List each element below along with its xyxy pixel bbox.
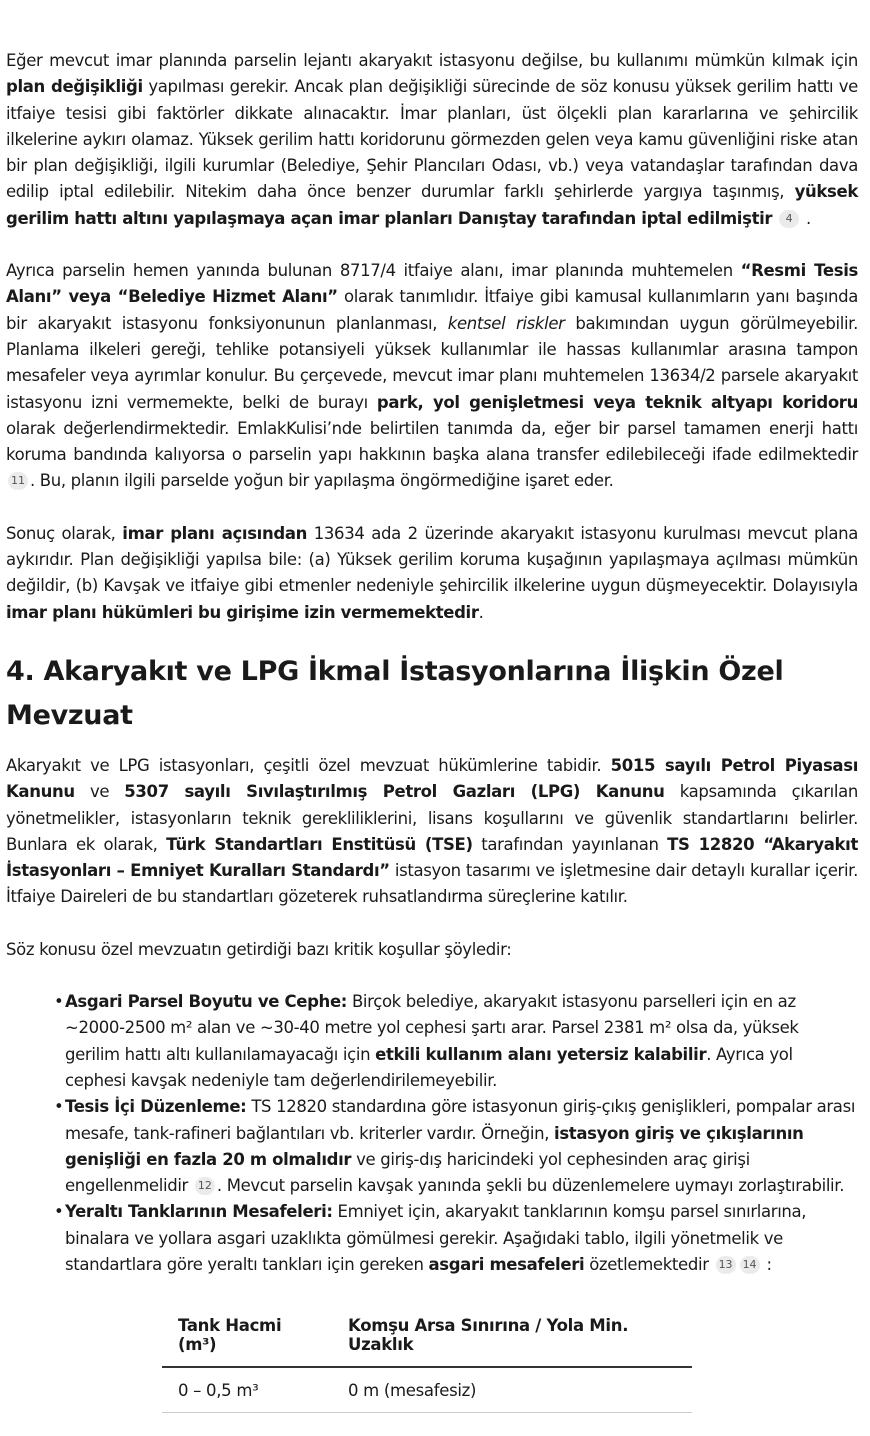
bullet-icon: • (54, 1202, 64, 1222)
citation-badge[interactable]: 14 (740, 1256, 760, 1274)
list-item: • Tesis İçi Düzenleme: TS 12820 standardına göre istasyonun giriş-çıkış genişlikleri, pompalar arası mesafe, tank-rafineri bağlantıları vb. kriterler vardır. Örneğin, istasyon giriş ve çıkışlarının genişliği en fazla 20 m olmalıdır ve giriş-dış haricindeki yol cephesinden araç girişi engellenmelidir 12 . Mevcut parselin kavşak yanında şekli bu düzenlemelere uymayı zorlaştırabilir. (54, 1094, 858, 1199)
table-header-row (162, 1304, 692, 1367)
bullet-icon: • (54, 992, 64, 1012)
paragraph-legislation: Akaryakıt ve LPG istasyonları, çeşitli özel mevzuat hükümlerine tabidir. 5015 sayılı Petrol Piyasası Kanunu ve 5307 sayılı Sıvılaştırılmış Petrol Gazları (LPG) Kanunu kapsamında çıkarılan yönetmelikler, istasyonların teknik gerekliliklerini, lisans koşullarını ve güvenlik standartlarını belirler. Bunlara ek olarak, Türk Standartları Enstitüsü (TSE) tarafından yayınlanan TS 12820 “Akaryakıt İstasyonları – Emniyet Kuralları Standardı” istasyon tasarımı ve işletmesine dair detaylı kurallar içerir. İtfaiye Daireleri de bu standartları gözeterek ruhsatlandırma süreçlerine katılır. (6, 755, 858, 907)
paragraph-plan-change: Eğer mevcut imar planında parselin lejantı akaryakıt istasyonu değilse, bu kullanımı mümkün kılmak için plan değişikliği yapılması gerekir. Ancak plan değişikliği sürecinde de söz konusu yüksek gerilim hattı ve itfaiye tesisi gibi faktörler dikkate alınacaktır. İmar planları, üst ölçekli plan kararlarına ve şehircilik ilkelerine aykırı olamaz. Yüksek gerilim hattı koridorunu görmezden gelen veya kamu güvenliğini riske atan bir plan değişikliği, ilgili kurumlar (Belediye, Şehir Plancıları Odası, vb.) veya vatandaşlar tarafından dava edilip iptal edilebilir. Nitekim daha önce benzer durumlar farklı şehirlerde yargıya taşınmış, yüksek gerilim hattı altını yapılaşmaya açan imar planları Danıştay tarafından iptal edilmiştir 4 . (6, 51, 858, 228)
list-item: • Yeraltı Tanklarının Mesafeleri: Emniyet için, akaryakıt tanklarının komşu parsel sınırlarına, binalara ve yollara asgari uzaklıkta gömülmesi gerekir. Aşağıdaki tablo, ilgili yönetmelik ve standartlara göre yeraltı tankları için gereken asgari mesafeleri özetlemektedir 13 14 : (54, 1199, 858, 1278)
citation-badge[interactable]: 4 (779, 210, 799, 228)
column-header: Tank Hacmi (m³) (162, 1304, 332, 1367)
list-item: • Asgari Parsel Boyutu ve Cephe: Birçok belediye, akaryakıt istasyonu parselleri için en az ~2000-2500 m² alan ve ~30-40 metre yol cephesi şartı arar. Parsel 2381 m² olsa da, yüksek gerilim hattı altı kullanılamayacağı için etkili kullanım alanı yetersiz kalabilir. Ayrıca yol cephesi kavşak nedeniyle tam değerlendirilemeyebilir. (54, 989, 858, 1094)
section-heading: 4. Akaryakıt ve LPG İkmal İstasyonlarına İlişkin Özel Mevzuat (6, 655, 784, 731)
paragraph-conclusion: Sonuç olarak, imar planı açısından 13634 ada 2 üzerinde akaryakıt istasyonu kurulması mevcut plana aykırıdır. Plan değişikliği yapılsa bile: (a) Yüksek gerilim koruma kuşağının yapılaşmaya açılması mümkün değildir, (b) Kavşak ve itfaiye gibi etmenler nedeniyle şehircilik ilkelerine uygun düşmeyecektir. Dolayısıyla imar planı hükümleri bu girişime izin vermemektedir. (6, 523, 858, 622)
tank-distance-table (162, 1304, 692, 1413)
citation-badge[interactable]: 12 (195, 1177, 215, 1195)
paragraph-intro-list: Söz konusu özel mevzuatın getirdiği bazı kritik koşullar şöyledir: (6, 939, 512, 959)
table-cell: 0 – 0,5 m³ (162, 1367, 332, 1413)
paragraph-fire-station: Ayrıca parselin hemen yanında bulunan 8717/4 itfaiye alanı, imar planında muhtemelen “Resmi Tesis Alanı” veya “Belediye Hizmet Alanı” olarak tanımlıdır. İtfaiye gibi kamusal kullanımların yanı başında bir akaryakıt istasyonu fonksiyonunun planlanması, kentsel riskler bakımından uygun görülmeyebilir. Planlama ilkeleri gereği, tehlike potansiyeli yüksek kullanımlar ile hassas kullanımlar arasına tampon mesafeler veya ayrımlar konulur. Bu çerçevede, mevcut imar planı muhtemelen 13634/2 parsele akaryakıt istasyonu izni vermemekte, belki de burayı park, yol genişletmesi veya teknik altyapı koridoru olarak değerlendirmektedir. EmlakKulisi’nde belirtilen tanımda da, eğer bir parsel tamamen enerji hattı koruma bandında kalıyorsa o parselin yapı hakkının başka alana transfer edilebileceği ifade edilmektedir 11 . Bu, planın ilgili parselde yoğun bir yapılaşma öngörmediğine işaret eder. (6, 261, 858, 491)
conditions-list (6, 989, 858, 1278)
column-header: Komşu Arsa Sınırına / Yola Min. Uzaklık (332, 1304, 692, 1367)
bullet-icon: • (54, 1097, 64, 1117)
table-row (162, 1367, 692, 1413)
document-page (6, 48, 858, 1413)
citation-badge[interactable]: 11 (8, 472, 28, 490)
table-cell: 0 m (mesafesiz) (332, 1367, 692, 1413)
citation-badge[interactable]: 13 (716, 1256, 736, 1274)
